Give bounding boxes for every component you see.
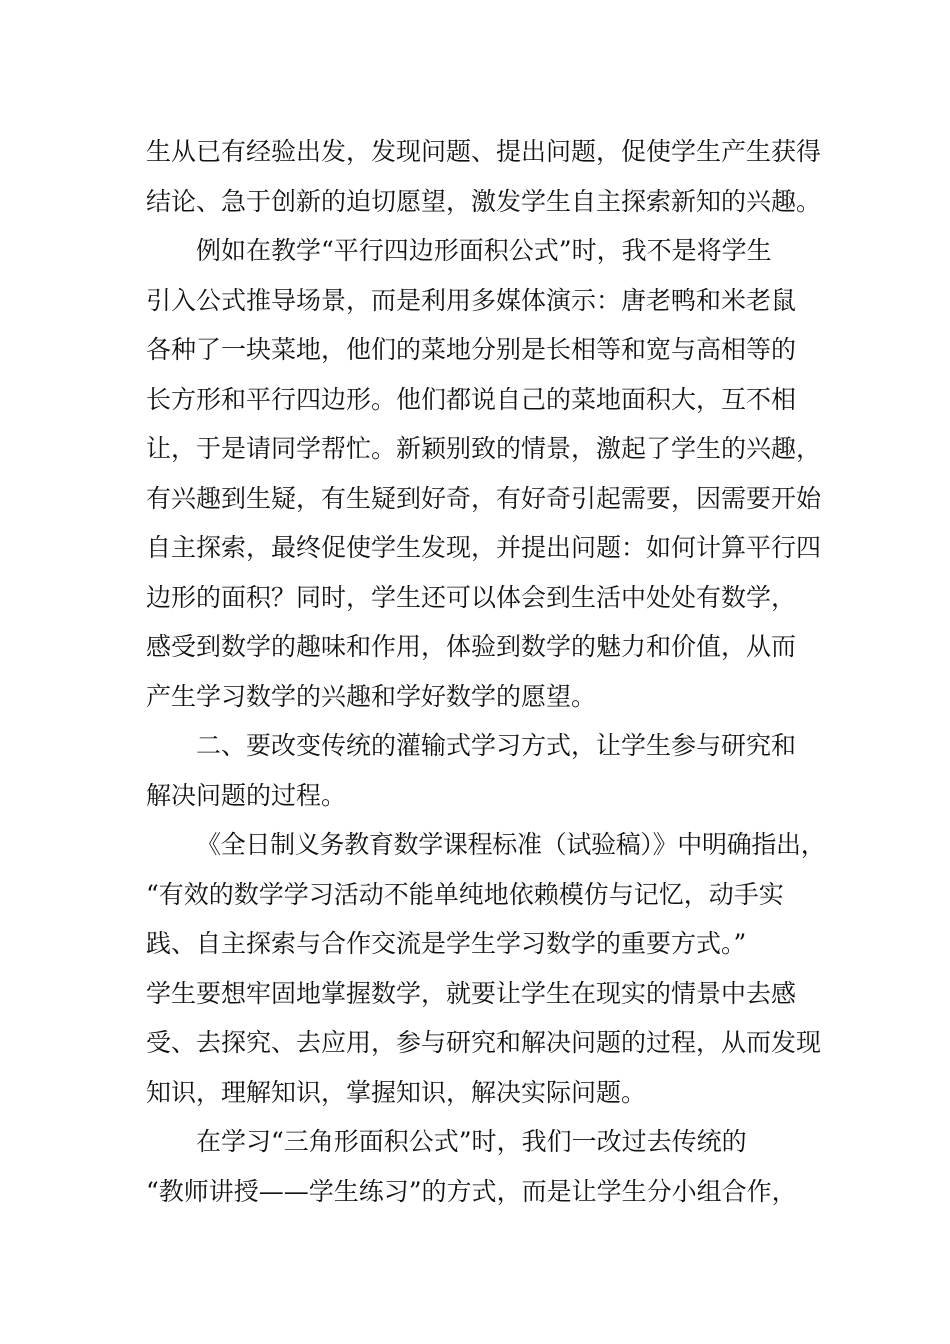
text-line: 结论、急于创新的迫切愿望，激发学生自主探索新知的兴趣。 (146, 186, 822, 216)
text-line: 《全日制义务教育数学课程标准（试验稿）》中明确指出， (196, 830, 826, 859)
text-line: 产生学习数学的兴趣和学好数学的愿望。 (146, 681, 597, 711)
text-line: 践、自主探索与合作交流是学生学习数学的重要方式。” (146, 929, 747, 958)
text-line: 有兴趣到生疑，有生疑到好奇，有好奇引起需要，因需要开始 (146, 483, 822, 513)
text-line: 学生要想牢固地掌握数学，就要让学生在现实的情景中去感 (146, 978, 797, 1008)
text-line: 生从已有经验出发，发现问题、提出问题，促使学生产生获得 (146, 137, 822, 166)
text-line: “有效的数学学习活动不能单纯地依赖模仿与记忆，动手实 (146, 879, 784, 909)
body-text (146, 127, 826, 1216)
text-line: 边形的面积？同时，学生还可以体会到生活中处处有数学， (146, 582, 797, 612)
text-line: 感受到数学的趣味和作用，体验到数学的魅力和价值，从而 (146, 632, 797, 661)
text-line: 解决问题的过程。 (146, 780, 347, 810)
text-line: 在学习“三角形面积公式”时，我们一改过去传统的 (196, 1127, 747, 1156)
text-line: 受、去探究、去应用，参与研究和解决问题的过程，从而发现 (146, 1028, 822, 1057)
text-line: 知识，理解知识，掌握知识，解决实际问题。 (146, 1077, 647, 1107)
text-line: 各种了一块菜地，他们的菜地分别是长相等和宽与高相等的 (146, 335, 797, 364)
text-line: 自主探索，最终促使学生发现，并提出问题：如何计算平行四 (146, 533, 822, 562)
text-line: 二、要改变传统的灌输式学习方式，让学生参与研究和 (196, 731, 797, 760)
text-line: “教师讲授——学生练习”的方式，而是让学生分小组合作， (146, 1176, 797, 1206)
text-line: 让，于是请同学帮忙。新颖别致的情景，激起了学生的兴趣， (146, 434, 822, 463)
text-line: 例如在教学“平行四边形面积公式”时，我不是将学生 (196, 236, 772, 265)
text-line: 长方形和平行四边形。他们都说自己的菜地面积大，互不相 (146, 384, 797, 414)
text-line: 引入公式推导场景，而是利用多媒体演示：唐老鸭和米老鼠 (146, 285, 797, 315)
